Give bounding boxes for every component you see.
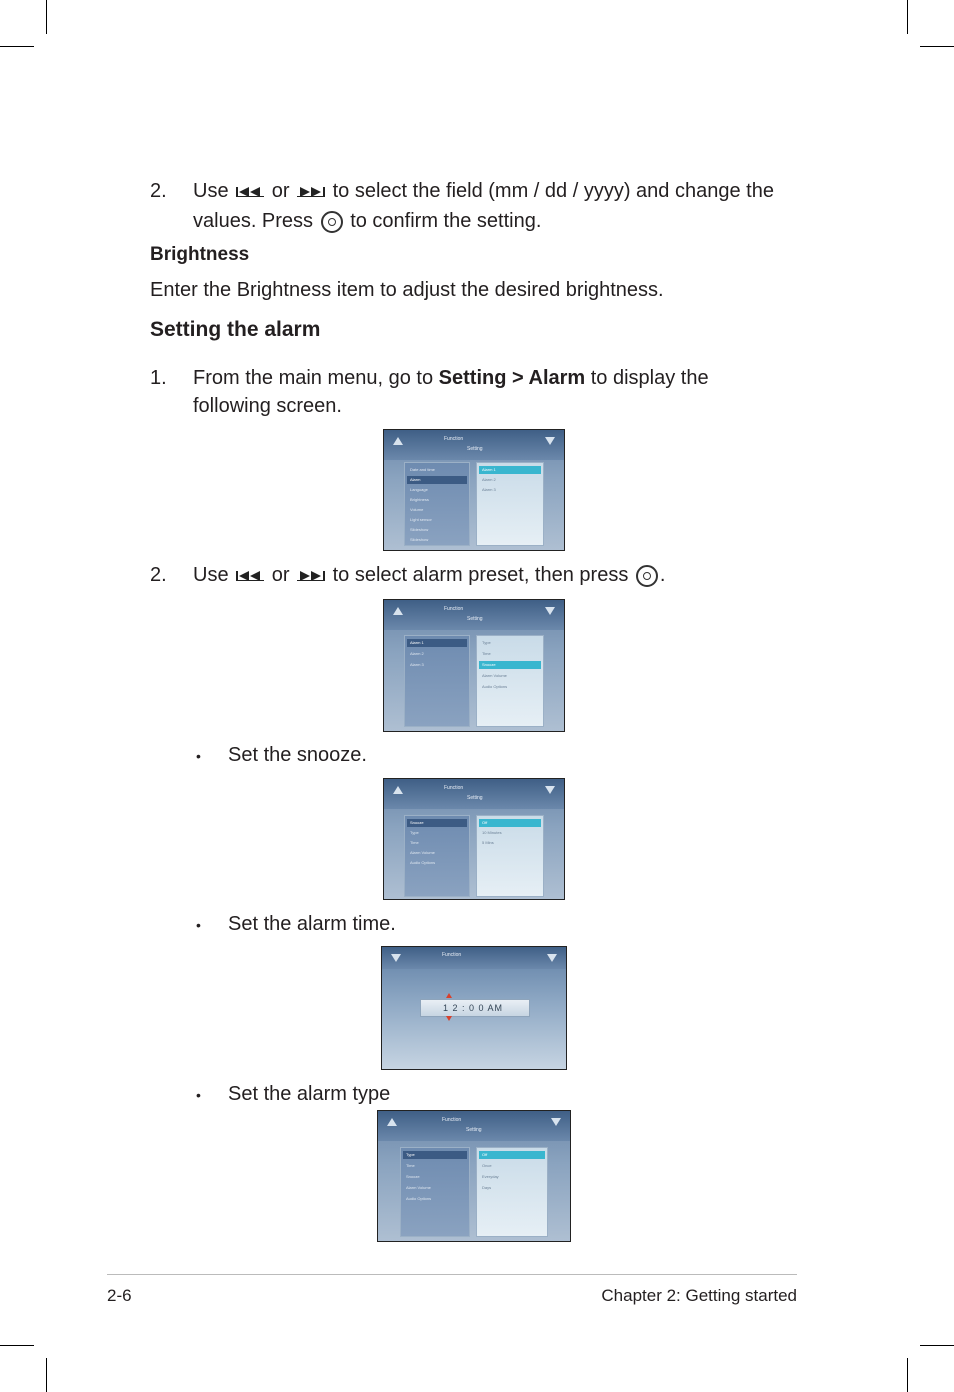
- crop-mark: [907, 1358, 908, 1392]
- bullet-icon: •: [196, 917, 201, 933]
- crop-mark: [0, 46, 34, 47]
- step-text-part: From the main menu, go to: [193, 367, 434, 389]
- crop-mark: [46, 1358, 47, 1392]
- up-arrow-icon: [387, 1118, 397, 1126]
- down-arrow-icon: [551, 1118, 561, 1126]
- screenshot-alarm-time: [381, 946, 567, 1070]
- menu-row: Brightness: [410, 497, 429, 502]
- option-row: 10 Minutes: [482, 830, 502, 835]
- menu-row: Slideshow: [410, 537, 429, 542]
- screen-title: Function: [444, 785, 464, 791]
- menu-row: Snooze: [407, 819, 467, 827]
- menu-row: Snooze: [406, 1174, 420, 1179]
- option-row: Once: [482, 1163, 492, 1168]
- screen-header: [384, 600, 564, 630]
- step-text-part: to display the: [590, 367, 709, 389]
- bullet-icon: •: [196, 1087, 201, 1103]
- screenshot-alarm-preset: [383, 599, 565, 732]
- screen-header: [384, 430, 564, 460]
- option-row: Off: [479, 819, 541, 827]
- menu-row: Audio Options: [410, 860, 436, 865]
- screen-subtitle: Setting: [467, 616, 483, 622]
- bullet-text: Set the alarm time.: [228, 913, 396, 935]
- step-text: [193, 177, 774, 205]
- step-number: 1.: [150, 367, 167, 389]
- step-text: [193, 364, 709, 392]
- option-row: Alarm 1: [479, 466, 541, 474]
- screen-title: Function: [442, 952, 462, 958]
- right-panel: [476, 815, 544, 897]
- chapter-title: Chapter 2: Getting started: [601, 1286, 797, 1305]
- menu-row: Alarm 1: [407, 639, 467, 647]
- down-arrow-icon: [545, 437, 555, 445]
- screen-header: [382, 947, 566, 969]
- step-text-line2: [193, 207, 541, 235]
- left-panel: [404, 815, 470, 897]
- option-row: Alarm Volume: [482, 673, 507, 678]
- alarm-heading: Setting the alarm: [150, 318, 321, 341]
- step-text-part: to select alarm preset, then press: [332, 564, 629, 586]
- menu-row: Time: [406, 1163, 415, 1168]
- down-arrow-icon: [547, 954, 557, 962]
- left-panel: [404, 635, 470, 727]
- menu-row: Alarm Volume: [410, 850, 435, 855]
- menu-row: Volume: [410, 507, 424, 512]
- brightness-text: Enter the Brightness item to adjust the desired brightness.: [150, 279, 664, 301]
- previous-icon: [236, 187, 264, 197]
- right-panel: [476, 462, 544, 546]
- menu-row: Alarm: [407, 476, 467, 484]
- screen-header: [384, 779, 564, 809]
- up-arrow-icon: [393, 786, 403, 794]
- crop-mark: [907, 0, 908, 34]
- menu-path: Setting > Alarm: [438, 367, 586, 389]
- previous-icon: [236, 571, 264, 581]
- down-arrow-icon: [391, 954, 401, 962]
- screen-title: Function: [444, 606, 464, 612]
- brightness-heading: Brightness: [150, 244, 250, 265]
- option-row: Everyday: [482, 1174, 499, 1179]
- left-panel: [404, 462, 470, 546]
- screen-subtitle: Setting: [467, 446, 483, 452]
- screen-title: Function: [442, 1117, 462, 1123]
- bullet-text: Set the snooze.: [228, 744, 367, 766]
- crop-mark: [46, 0, 47, 34]
- crop-mark: [920, 46, 954, 47]
- option-row: 5 Mins: [482, 840, 494, 845]
- option-row: Alarm 2: [482, 477, 496, 482]
- next-icon: [297, 571, 325, 581]
- next-icon: [297, 187, 325, 197]
- step-number: 2.: [150, 180, 167, 202]
- screen-subtitle: Setting: [467, 795, 483, 801]
- option-row: Time: [482, 651, 491, 656]
- step-text-part: or: [271, 180, 290, 202]
- step-text-part: Use: [193, 564, 229, 586]
- screenshot-snooze: [383, 778, 565, 900]
- bullet-icon: •: [196, 748, 201, 764]
- down-arrow-icon: [545, 786, 555, 794]
- step-number: 2.: [150, 564, 167, 586]
- option-row: Audio Options: [482, 684, 508, 689]
- menu-row: Type: [403, 1151, 467, 1159]
- menu-row: Light sensor: [410, 517, 432, 522]
- footer-rule: [107, 1274, 797, 1275]
- crop-mark: [0, 1345, 34, 1346]
- screenshot-alarm-type: [377, 1110, 571, 1242]
- bullet-text: Set the alarm type: [228, 1083, 391, 1105]
- option-row: Off: [479, 1151, 545, 1159]
- menu-row: Time: [410, 840, 419, 845]
- screenshot-alarm-menu: [383, 429, 565, 551]
- option-row: Type: [482, 640, 491, 645]
- menu-row: Type: [410, 830, 419, 835]
- page-number: 2-6: [107, 1286, 132, 1305]
- menu-row: Date and time: [410, 467, 435, 472]
- menu-row: Alarm 3: [410, 662, 424, 667]
- menu-row: Alarm 2: [410, 651, 424, 656]
- screen-subtitle: Setting: [466, 1127, 482, 1133]
- menu-row: Alarm Volume: [406, 1185, 431, 1190]
- up-arrow-icon: [446, 993, 452, 998]
- right-panel: [476, 635, 544, 727]
- crop-mark: [920, 1345, 954, 1346]
- up-arrow-icon: [393, 437, 403, 445]
- option-row: Alarm 3: [482, 487, 496, 492]
- time-field: 1 2 : 0 0 AM: [420, 999, 530, 1017]
- menu-row: Slideshow: [410, 527, 429, 532]
- step-text-part: or: [271, 564, 290, 586]
- step-text-part: to select the field (mm / dd / yyyy) and change the: [332, 180, 774, 202]
- down-arrow-icon: [545, 607, 555, 615]
- menu-row: Language: [410, 487, 428, 492]
- step-text-part: Use: [193, 180, 229, 202]
- left-panel: [400, 1147, 470, 1237]
- play-pause-icon: [321, 211, 343, 233]
- up-arrow-icon: [393, 607, 403, 615]
- down-arrow-icon: [446, 1016, 452, 1021]
- option-row: Days: [482, 1185, 492, 1190]
- step-text-part: values. Press: [193, 210, 314, 232]
- right-panel: [476, 1147, 548, 1237]
- step-text-part: .: [659, 564, 666, 586]
- screen-title: Function: [444, 436, 464, 442]
- screen-header: [378, 1111, 570, 1141]
- step-text-part: to confirm the setting.: [350, 210, 542, 232]
- step-text: [193, 561, 665, 589]
- play-pause-icon: [636, 565, 658, 587]
- step-text-line2: following screen.: [193, 395, 342, 417]
- menu-row: Audio Options: [406, 1196, 432, 1201]
- option-row: Snooze: [479, 661, 541, 669]
